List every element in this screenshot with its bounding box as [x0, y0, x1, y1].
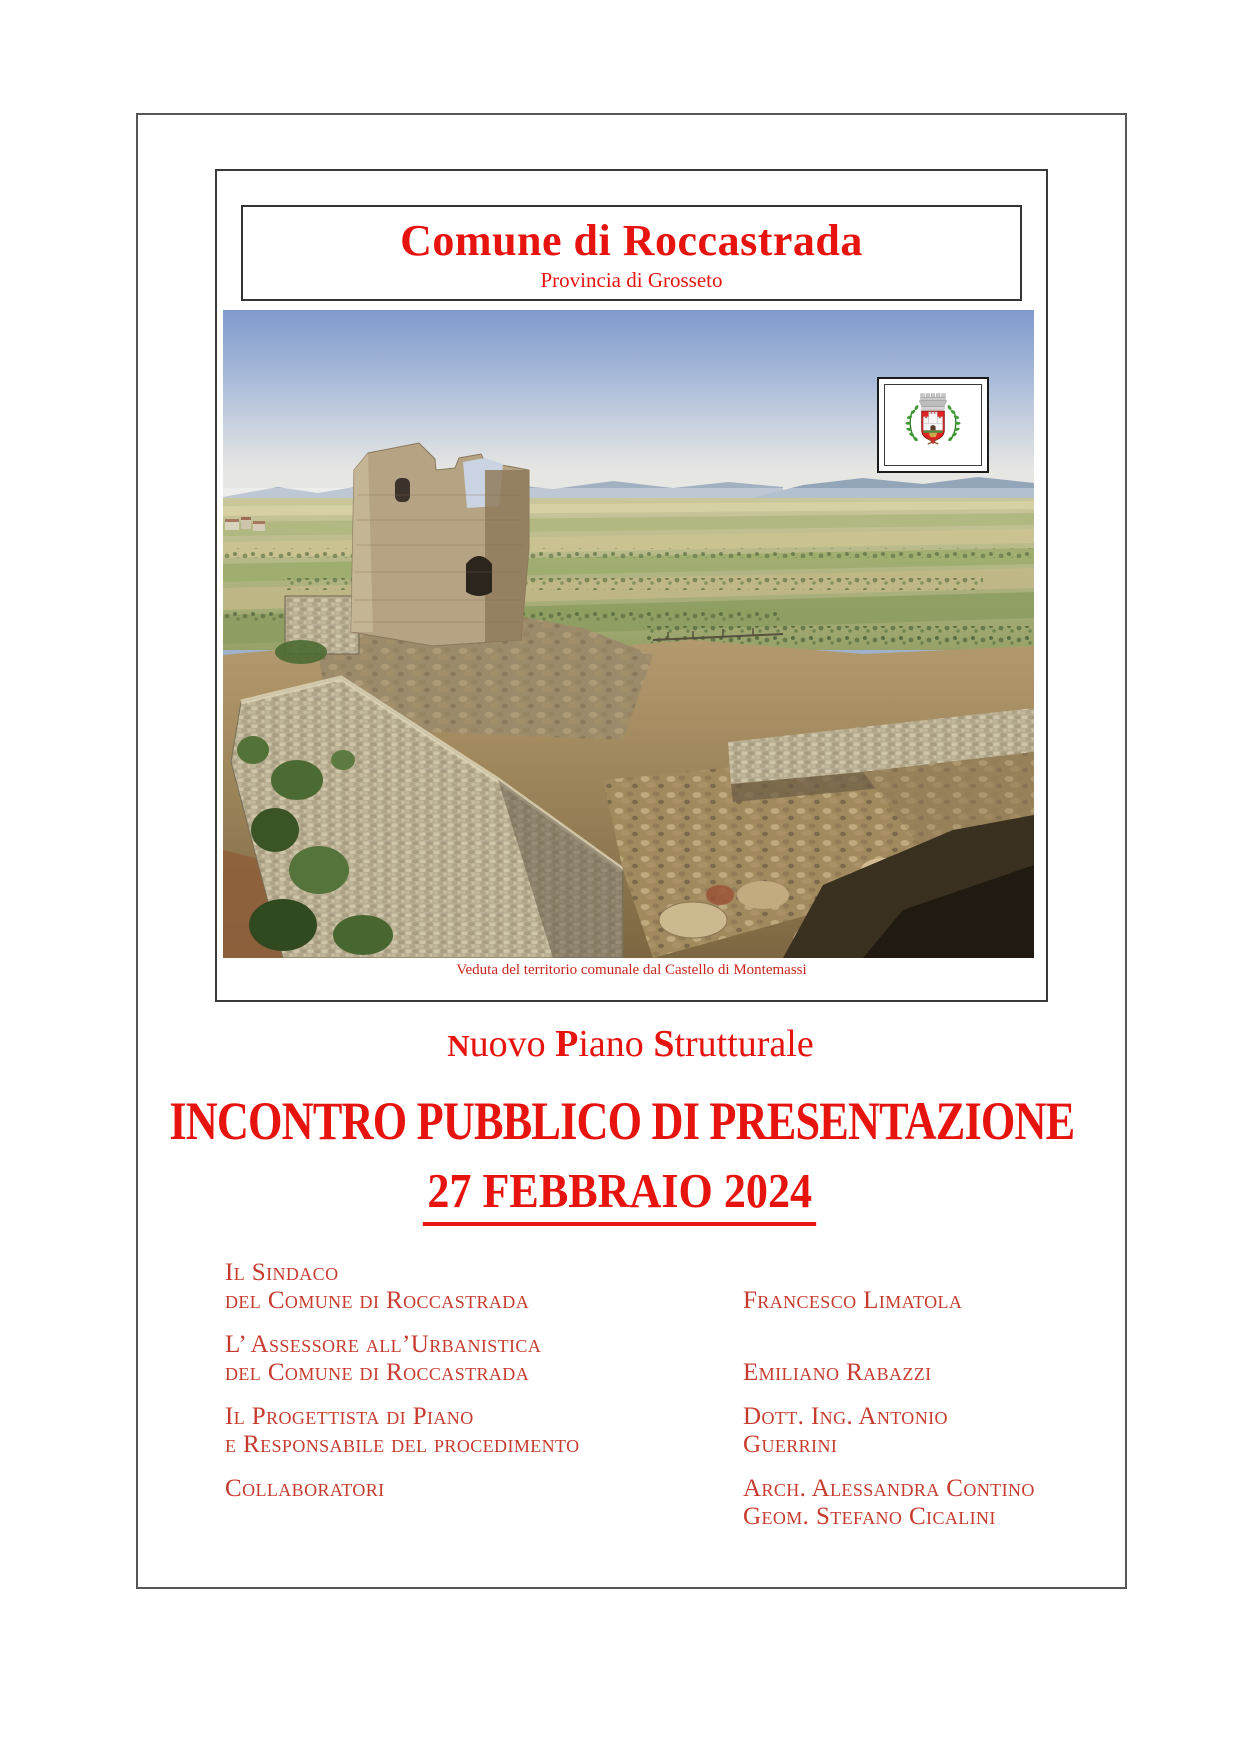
coat-of-arms-inner-frame: [884, 384, 982, 466]
person-row: [225, 1403, 1040, 1458]
role-line: Il Sindaco: [225, 1259, 339, 1286]
plan-title-segment: iano: [578, 1023, 654, 1065]
header-box: [241, 205, 1022, 301]
event-date: 27 FEBBRAIO 2024: [423, 1162, 817, 1226]
plan-title: [136, 1022, 1125, 1066]
photo-caption: Veduta del territorio comunale dal Castello di Montemassi: [456, 962, 807, 978]
role-line: L’ Assessore all’Urbanistica: [225, 1331, 542, 1358]
name-line: Francesco Limatola: [743, 1286, 963, 1314]
role-line: e Responsabile del procedimento: [225, 1430, 580, 1458]
province-subtitle: Provincia di Grosseto: [540, 268, 723, 292]
role-line: Collaboratori: [225, 1475, 385, 1502]
person-name: [743, 1403, 1040, 1458]
person-role: [225, 1259, 743, 1314]
plan-title-segment: trutturale: [674, 1023, 814, 1065]
municipality-title: Comune di Roccastrada: [400, 216, 863, 265]
plan-title-segment: S: [653, 1023, 675, 1065]
person-role: [225, 1331, 743, 1386]
person-name: [743, 1475, 1040, 1530]
name-line: Emiliano Rabazzi: [743, 1358, 932, 1386]
plan-title-segment: N: [447, 1028, 470, 1063]
role-line: Il Progettista di Piano: [225, 1403, 474, 1430]
name-line: Dott. Ing. Antonio Guerrini: [743, 1403, 948, 1458]
role-line: del Comune di Roccastrada: [225, 1286, 530, 1314]
name-line: Arch. Alessandra Contino: [743, 1475, 1035, 1502]
person-role: [225, 1403, 743, 1458]
person-row: [225, 1475, 1040, 1530]
main-heading: INCONTRO PUBBLICO DI PRESENTAZIONE: [169, 1091, 1075, 1151]
coat-of-arms: [877, 377, 989, 473]
shield: [922, 411, 945, 441]
mural-crown: [919, 394, 947, 410]
people-list: [225, 1259, 1040, 1547]
person-name: [743, 1287, 1040, 1315]
castle-photo: [223, 310, 1034, 958]
role-line: del Comune di Roccastrada: [225, 1358, 530, 1386]
person-row: [225, 1331, 1040, 1386]
person-row: [225, 1259, 1040, 1314]
main-heading-row: [70, 1090, 1170, 1152]
plan-title-segment: P: [555, 1023, 579, 1065]
coat-of-arms-icon: [885, 385, 981, 465]
person-name: [743, 1359, 1040, 1387]
person-role: [225, 1475, 743, 1503]
castle-tower: [351, 443, 529, 646]
plan-title-segment: uovo: [469, 1023, 556, 1065]
inner-frame: [215, 169, 1048, 1002]
name-line: Geom. Stefano Cicalini: [743, 1502, 996, 1530]
event-date-row: [70, 1162, 1170, 1226]
ruin-fragment: [275, 596, 359, 664]
